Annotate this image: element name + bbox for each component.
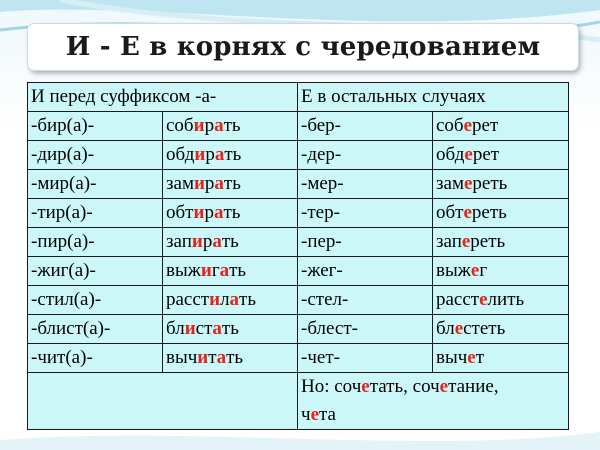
- word-part: реть: [471, 202, 507, 223]
- root-i-cell: -блист(а)-: [28, 315, 163, 344]
- highlighted-letter: а: [212, 231, 222, 252]
- word-part: бл: [436, 318, 455, 339]
- highlighted-letter: и: [193, 173, 205, 194]
- root-i-cell: -тир(а)-: [28, 199, 163, 228]
- word-part: Но: соч: [301, 376, 362, 397]
- highlighted-letter: и: [191, 231, 203, 252]
- word-part: ть: [226, 347, 244, 368]
- highlighted-letter: а: [214, 173, 224, 194]
- highlighted-letter: е: [463, 173, 473, 194]
- word-part: выч: [166, 347, 198, 368]
- example-i-cell: [163, 112, 298, 141]
- highlighted-letter: е: [464, 144, 473, 165]
- table-header-row: [28, 83, 569, 112]
- highlighted-letter: е: [461, 231, 471, 252]
- word-part: обт: [166, 202, 194, 223]
- root-e-cell: -мер-: [298, 170, 433, 199]
- example-i-cell: [163, 199, 298, 228]
- word-part: лить: [487, 289, 525, 310]
- word-part: выч: [436, 347, 468, 368]
- root-i-cell: -мир(а)-: [28, 170, 163, 199]
- word-part: зам: [166, 173, 194, 194]
- highlighted-letter: е: [463, 202, 472, 223]
- word-part: т: [208, 347, 217, 368]
- highlighted-letter: а: [216, 347, 227, 368]
- highlighted-letter: и: [193, 202, 205, 223]
- table-row: [28, 199, 569, 228]
- highlighted-letter: е: [310, 404, 319, 425]
- highlighted-letter: а: [219, 260, 230, 281]
- word-part: зап: [436, 231, 462, 252]
- table-row: [28, 344, 569, 373]
- highlighted-letter: е: [454, 318, 464, 339]
- word-part: выж: [436, 260, 471, 281]
- word-part: выж: [166, 260, 201, 281]
- example-i-cell: [163, 170, 298, 199]
- table-row: [28, 170, 569, 199]
- empty-cell: [28, 373, 298, 430]
- example-e-cell: [433, 344, 569, 373]
- word-part: соб: [166, 115, 194, 136]
- word-part: р: [204, 115, 215, 136]
- root-e-cell: -дер-: [298, 141, 433, 170]
- word-part: реть: [472, 173, 508, 194]
- highlighted-letter: а: [214, 115, 224, 136]
- word-part: ст: [195, 318, 213, 339]
- root-e-cell: -блест-: [298, 315, 433, 344]
- highlighted-letter: а: [212, 318, 222, 339]
- word-part: рет: [472, 115, 499, 136]
- root-i-cell: -жиг(а)-: [28, 257, 163, 286]
- root-i-cell: -бир(а)-: [28, 112, 163, 141]
- table-row: [28, 228, 569, 257]
- root-e-cell: -бер-: [298, 112, 433, 141]
- root-i-cell: -дир(а)-: [28, 141, 163, 170]
- title-box: [28, 24, 578, 70]
- table-row: [28, 112, 569, 141]
- example-i-cell: [163, 315, 298, 344]
- word-part: г: [479, 260, 488, 281]
- highlighted-letter: и: [209, 289, 221, 310]
- root-e-cell: -стел-: [298, 286, 433, 315]
- word-part: расст: [166, 289, 210, 310]
- table-row: [28, 141, 569, 170]
- word-part: ть: [229, 260, 247, 281]
- word-part: рет: [472, 144, 500, 165]
- word-part: л: [220, 289, 230, 310]
- example-e-cell: [433, 199, 569, 228]
- example-e-cell: [433, 228, 569, 257]
- root-i-cell: -чит(а)-: [28, 344, 163, 373]
- root-e-cell: -чет-: [298, 344, 433, 373]
- word-part: стеть: [463, 318, 506, 339]
- word-part: т: [475, 347, 485, 368]
- highlighted-letter: е: [361, 376, 370, 397]
- word-part: ть: [223, 115, 241, 136]
- table-row: [28, 315, 569, 344]
- alternation-table: [27, 82, 569, 430]
- note-row: [28, 373, 569, 430]
- example-i-cell: [163, 257, 298, 286]
- example-e-cell: [433, 257, 569, 286]
- highlighted-letter: и: [197, 347, 209, 368]
- example-e-cell: [433, 286, 569, 315]
- word-part: расст: [436, 289, 480, 310]
- word-part: ть: [221, 318, 239, 339]
- root-e-cell: -тер-: [298, 199, 433, 228]
- word-part: ть: [224, 144, 242, 165]
- highlighted-letter: а: [214, 144, 225, 165]
- example-i-cell: [163, 286, 298, 315]
- highlighted-letter: е: [479, 289, 488, 310]
- word-part: реть: [470, 231, 506, 252]
- word-part: зам: [436, 173, 464, 194]
- highlighted-letter: и: [193, 115, 205, 136]
- highlighted-letter: е: [467, 347, 476, 368]
- word-part: р: [204, 202, 214, 223]
- word-part: обд: [436, 144, 465, 165]
- table-row: [28, 257, 569, 286]
- example-e-cell: [433, 170, 569, 199]
- example-e-cell: [433, 315, 569, 344]
- root-i-cell: -пир(а)-: [28, 228, 163, 257]
- word-part: зап: [166, 231, 192, 252]
- word-part: ть: [239, 289, 257, 310]
- exception-note: [298, 373, 569, 430]
- example-i-cell: [163, 228, 298, 257]
- highlighted-letter: а: [229, 289, 240, 310]
- word-part: обт: [436, 202, 464, 223]
- word-part: р: [202, 231, 213, 252]
- highlighted-letter: е: [463, 115, 473, 136]
- highlighted-letter: е: [439, 376, 449, 397]
- word-part: ть: [221, 231, 239, 252]
- highlighted-letter: и: [184, 318, 196, 339]
- root-e-cell: -пер-: [298, 228, 433, 257]
- root-e-cell: -жег-: [298, 257, 433, 286]
- example-e-cell: [433, 141, 569, 170]
- table-row: [28, 286, 569, 315]
- word-part: ч: [301, 404, 311, 425]
- example-e-cell: [433, 112, 569, 141]
- header-e-other-cases: Е в остальных случаях: [298, 83, 569, 112]
- highlighted-letter: е: [470, 260, 480, 281]
- highlighted-letter: и: [194, 144, 206, 165]
- example-i-cell: [163, 141, 298, 170]
- word-part: соб: [436, 115, 464, 136]
- word-part: тать, соч: [369, 376, 440, 397]
- word-part: ть: [223, 173, 241, 194]
- header-i-before-suffix: И перед суффиксом -а-: [28, 83, 298, 112]
- word-part: г: [211, 260, 220, 281]
- highlighted-letter: а: [213, 202, 224, 223]
- root-i-cell: -стил(а)-: [28, 286, 163, 315]
- word-part: бл: [166, 318, 185, 339]
- word-part: обд: [166, 144, 195, 165]
- word-part: р: [205, 144, 215, 165]
- word-part: тание,: [448, 376, 499, 397]
- highlighted-letter: и: [200, 260, 212, 281]
- word-part: ть: [223, 202, 241, 223]
- word-part: р: [204, 173, 215, 194]
- page-title: И - Е в корнях с чередованием: [65, 32, 541, 62]
- word-part: та: [319, 404, 336, 425]
- example-i-cell: [163, 344, 298, 373]
